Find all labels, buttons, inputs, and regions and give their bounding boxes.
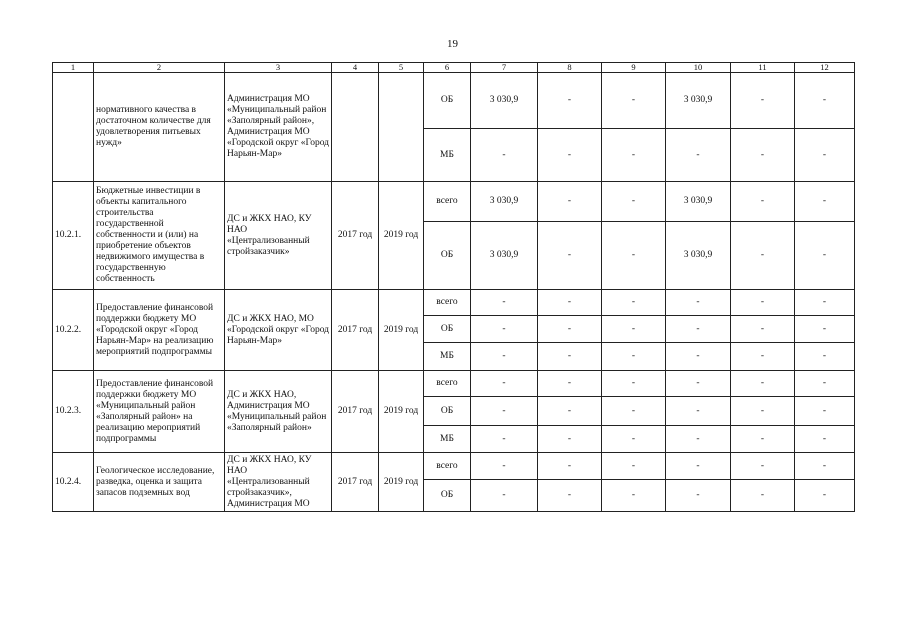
value-cell: - [538, 426, 602, 453]
value-cell: - [795, 453, 855, 480]
executor-cell: Администрация МО «Муниципальный район «Заполярный район», Администрация МО «Городской округ «Город Нарьян-Мар» [225, 73, 332, 182]
funding-source-cell: ОБ [424, 73, 471, 129]
value-cell: - [602, 343, 666, 371]
column-header: 6 [424, 63, 471, 73]
value-cell: - [471, 426, 538, 453]
funding-source-cell: МБ [424, 426, 471, 453]
end-year-cell: 2019 год [379, 290, 424, 371]
table-row [53, 371, 855, 397]
value-cell: - [471, 290, 538, 316]
start-year-cell [332, 73, 379, 182]
value-cell: - [602, 129, 666, 182]
value-cell: - [602, 397, 666, 426]
value-cell: - [602, 290, 666, 316]
end-year-cell [379, 73, 424, 182]
value-cell: - [471, 129, 538, 182]
header-row [53, 63, 855, 73]
funding-source-cell: ОБ [424, 316, 471, 343]
value-cell: - [731, 73, 795, 129]
funding-source-cell: ОБ [424, 222, 471, 290]
value-cell: - [471, 480, 538, 512]
value-cell: - [471, 453, 538, 480]
column-header: 2 [94, 63, 225, 73]
value-cell: - [666, 343, 731, 371]
value-cell: - [602, 480, 666, 512]
item-number-cell: 10.2.3. [53, 371, 94, 453]
value-cell: - [602, 453, 666, 480]
value-cell: - [731, 129, 795, 182]
value-cell: - [795, 397, 855, 426]
value-cell: - [471, 316, 538, 343]
funding-source-cell: МБ [424, 343, 471, 371]
value-cell: - [731, 371, 795, 397]
value-cell: - [666, 316, 731, 343]
value-cell: - [471, 397, 538, 426]
value-cell: - [538, 343, 602, 371]
value-cell: - [795, 73, 855, 129]
item-name-cell: Предоставление финансовой поддержки бюджету МО «Городской округ «Город Нарьян-Мар» на реализацию мероприятий подпрограммы [94, 290, 225, 371]
item-number-cell [53, 73, 94, 182]
value-cell: - [666, 129, 731, 182]
value-cell: - [538, 129, 602, 182]
value-cell: - [538, 397, 602, 426]
value-cell: 3 030,9 [666, 73, 731, 129]
program-table [52, 62, 855, 512]
funding-source-cell: всего [424, 182, 471, 222]
end-year-cell: 2019 год [379, 371, 424, 453]
item-number-cell: 10.2.1. [53, 182, 94, 290]
start-year-cell: 2017 год [332, 182, 379, 290]
column-header: 4 [332, 63, 379, 73]
funding-source-cell: ОБ [424, 480, 471, 512]
value-cell: 3 030,9 [471, 73, 538, 129]
value-cell: - [731, 316, 795, 343]
item-number-cell: 10.2.4. [53, 453, 94, 512]
value-cell: - [795, 343, 855, 371]
item-name-cell: Геологическое исследование, разведка, оценка и защита запасов подземных вод [94, 453, 225, 512]
value-cell: 3 030,9 [666, 182, 731, 222]
end-year-cell: 2019 год [379, 182, 424, 290]
item-number-cell: 10.2.2. [53, 290, 94, 371]
value-cell: - [731, 343, 795, 371]
value-cell: - [538, 290, 602, 316]
funding-source-cell: всего [424, 453, 471, 480]
end-year-cell: 2019 год [379, 453, 424, 512]
value-cell: - [666, 371, 731, 397]
table-row [53, 73, 855, 129]
value-cell: - [795, 316, 855, 343]
value-cell: - [731, 426, 795, 453]
value-cell: - [795, 371, 855, 397]
value-cell: - [602, 222, 666, 290]
value-cell: - [795, 222, 855, 290]
table-row [53, 182, 855, 222]
funding-source-cell: всего [424, 290, 471, 316]
value-cell: - [538, 316, 602, 343]
value-cell: - [666, 426, 731, 453]
start-year-cell: 2017 год [332, 290, 379, 371]
value-cell: - [538, 182, 602, 222]
value-cell: - [731, 182, 795, 222]
value-cell: - [471, 371, 538, 397]
column-header: 1 [53, 63, 94, 73]
value-cell: - [602, 73, 666, 129]
value-cell: - [538, 480, 602, 512]
value-cell: - [795, 426, 855, 453]
value-cell: - [731, 397, 795, 426]
value-cell: - [666, 290, 731, 316]
executor-cell: ДС и ЖКХ НАО, КУ НАО «Централизованный стройзаказчик», Администрация МО [225, 453, 332, 512]
value-cell: - [602, 316, 666, 343]
value-cell: 3 030,9 [471, 222, 538, 290]
page-number: 19 [447, 38, 458, 50]
value-cell: 3 030,9 [471, 182, 538, 222]
value-cell: - [731, 453, 795, 480]
value-cell: 3 030,9 [666, 222, 731, 290]
executor-cell: ДС и ЖКХ НАО, Администрация МО «Муниципальный район «Заполярный район» [225, 371, 332, 453]
funding-source-cell: ОБ [424, 397, 471, 426]
value-cell: - [538, 453, 602, 480]
value-cell: - [538, 73, 602, 129]
item-name-cell: Бюджетные инвестиции в объекты капитального строительства государственной собственности и (или) на приобретение объектов недвижимого имущества в государственную собственность [94, 182, 225, 290]
start-year-cell: 2017 год [332, 371, 379, 453]
value-cell: - [731, 222, 795, 290]
value-cell: - [602, 426, 666, 453]
column-header: 12 [795, 63, 855, 73]
column-header: 10 [666, 63, 731, 73]
value-cell: - [731, 480, 795, 512]
column-header: 9 [602, 63, 666, 73]
column-header: 11 [731, 63, 795, 73]
column-header: 7 [471, 63, 538, 73]
value-cell: - [666, 397, 731, 426]
value-cell: - [666, 453, 731, 480]
value-cell: - [602, 182, 666, 222]
value-cell: - [731, 290, 795, 316]
start-year-cell: 2017 год [332, 453, 379, 512]
table-row [53, 290, 855, 316]
executor-cell: ДС и ЖКХ НАО, МО «Городской округ «Город Нарьян-Мар» [225, 290, 332, 371]
value-cell: - [666, 480, 731, 512]
value-cell: - [795, 129, 855, 182]
table-row [53, 453, 855, 480]
value-cell: - [602, 371, 666, 397]
column-header: 3 [225, 63, 332, 73]
item-name-cell: Предоставление финансовой поддержки бюджету МО «Муниципальный район «Заполярный район» на реализацию мероприятий подпрограммы [94, 371, 225, 453]
item-name-cell: нормативного качества в достаточном количестве для удовлетворения питьевых нужд» [94, 73, 225, 182]
value-cell: - [538, 371, 602, 397]
column-header: 8 [538, 63, 602, 73]
column-header: 5 [379, 63, 424, 73]
funding-source-cell: всего [424, 371, 471, 397]
value-cell: - [538, 222, 602, 290]
value-cell: - [795, 182, 855, 222]
value-cell: - [795, 290, 855, 316]
value-cell: - [795, 480, 855, 512]
funding-source-cell: МБ [424, 129, 471, 182]
executor-cell: ДС и ЖКХ НАО, КУ НАО «Централизованный стройзаказчик» [225, 182, 332, 290]
value-cell: - [471, 343, 538, 371]
